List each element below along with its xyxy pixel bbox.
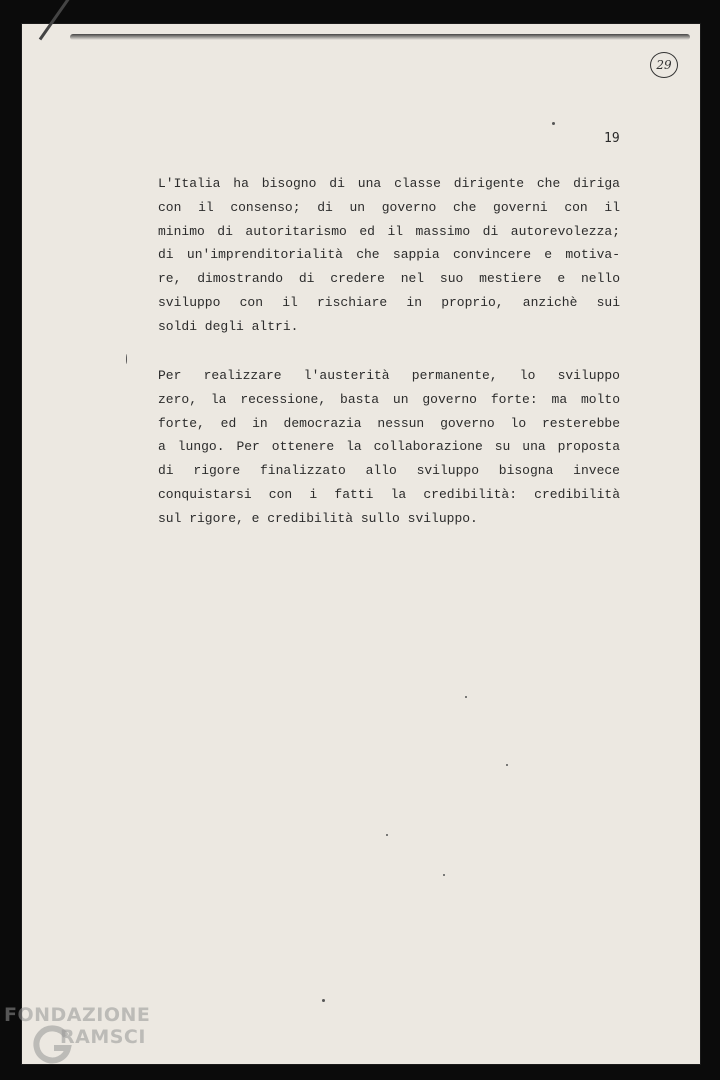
paper-speck (552, 122, 555, 125)
watermark-line-1: FONDAZIONE (4, 1004, 151, 1026)
paper-speck (322, 999, 325, 1002)
text-line: a lungo. Per ottenere la collaborazione su una proposta (158, 439, 620, 455)
text-line: re, dimostrando di credere nel suo mestiere e nello (158, 271, 620, 287)
corner-pen-stroke (39, 0, 75, 40)
text-line: Per realizzare l'austerità permanente, lo sviluppo (158, 368, 620, 383)
paper-speck (506, 764, 508, 766)
text-line: forte, ed in democrazia nessun governo lo resterebbe (158, 415, 620, 431)
folio-number: 29 (650, 52, 678, 78)
paper-speck (386, 834, 388, 836)
fondazione-gramsci-watermark (4, 1000, 184, 1070)
paper-speck (126, 354, 127, 364)
paragraph-2 (158, 364, 620, 531)
watermark-line-2: RAMSCI (60, 1026, 146, 1048)
text-line: di rigore finalizzato allo sviluppo bisogna invece (158, 463, 620, 479)
text-line: L'Italia ha bisogno di una classe dirigente che diriga (158, 176, 620, 191)
page-top-shadow (70, 34, 690, 40)
text-line: zero, la recessione, basta un governo forte: ma molto (158, 391, 620, 407)
text-line: conquistarsi con i fatti la credibilità: credibilità (158, 486, 620, 502)
document-page (22, 24, 700, 1064)
text-line: di un'imprenditorialità che sappia convincere e motiva- (158, 247, 620, 263)
text-line: con il consenso; di un governo che governi con il (158, 199, 620, 215)
paragraph-1 (158, 172, 620, 339)
paper-speck (465, 696, 467, 698)
text-line: sul rigore, e credibilità sullo sviluppo. (158, 510, 478, 526)
text-line: sviluppo con il rischiare in proprio, anzichè sui (158, 294, 620, 310)
text-line: soldi degli altri. (158, 318, 299, 334)
paper-speck (443, 874, 445, 876)
page-number: 19 (604, 131, 620, 146)
text-line: minimo di autoritarismo ed il massimo di autorevolezza; (158, 223, 620, 239)
